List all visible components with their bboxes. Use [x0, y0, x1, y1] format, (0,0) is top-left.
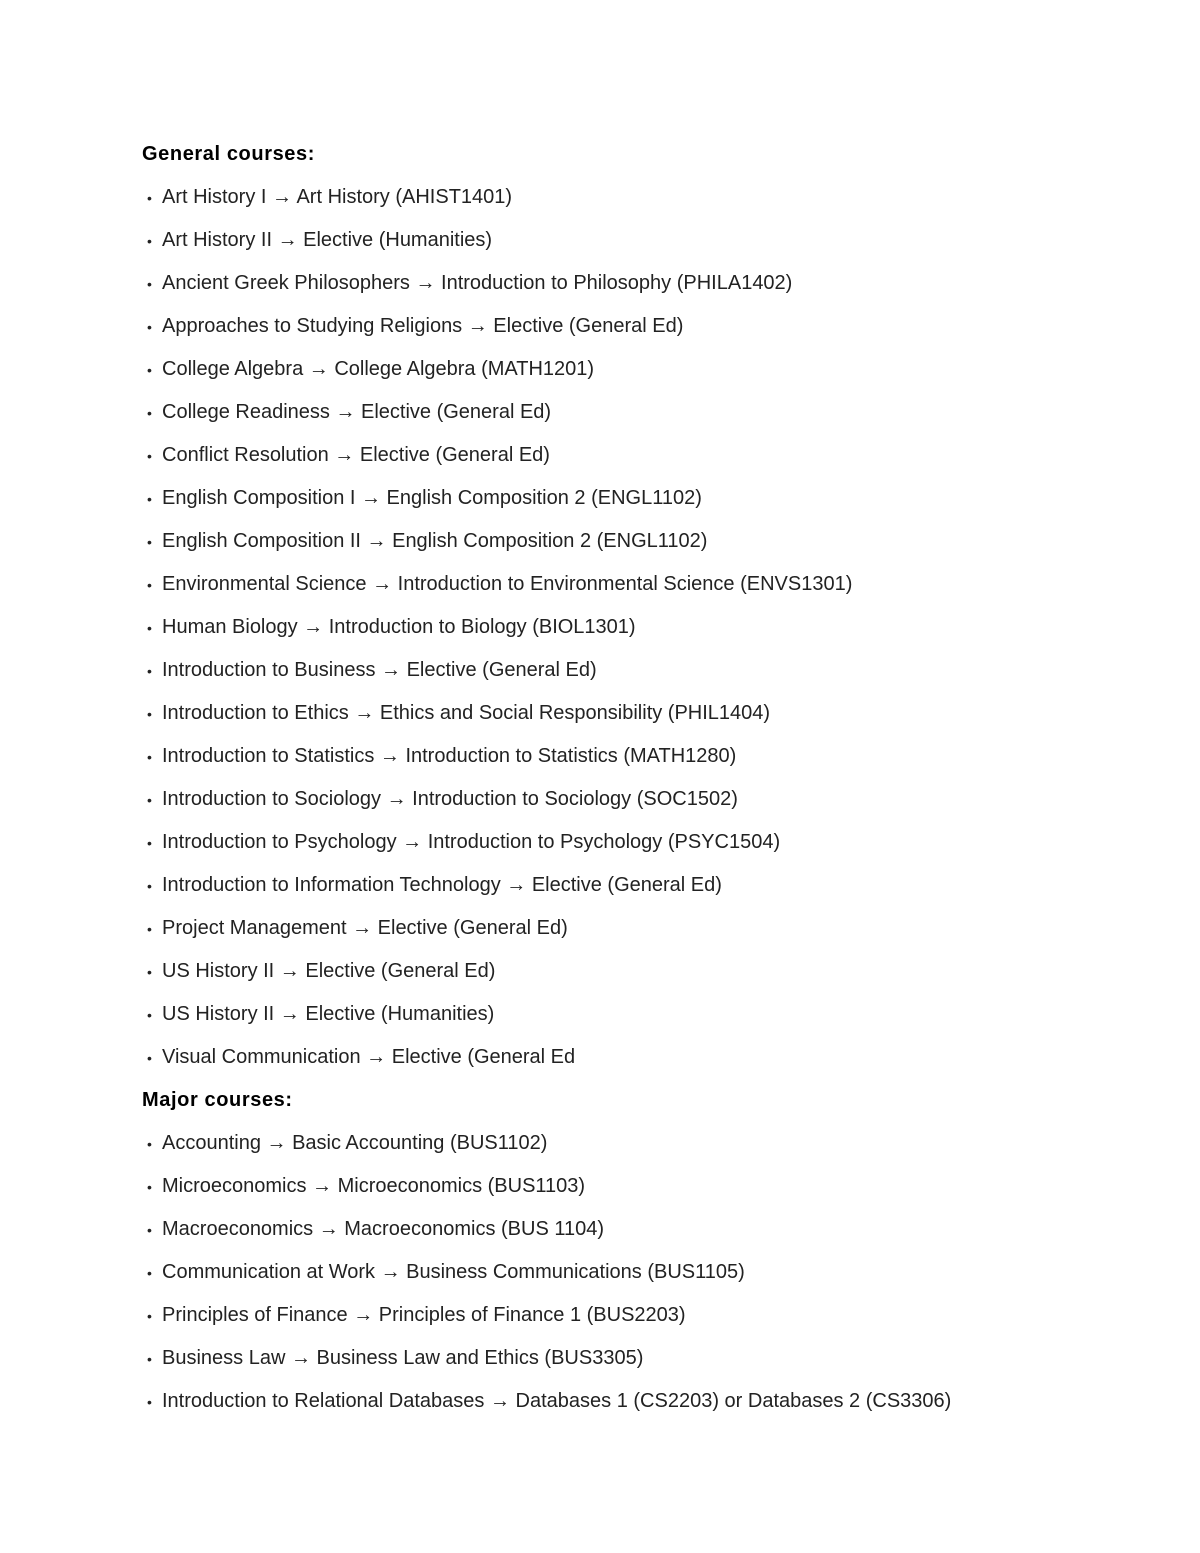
major-courses-list	[142, 1127, 1142, 1417]
bullet-icon: •	[147, 792, 152, 808]
course-mapping-text: US History II → Elective (Humanities)	[162, 1003, 495, 1025]
bullet-icon: •	[147, 448, 152, 464]
bullet-icon: •	[147, 964, 152, 980]
list-item	[142, 1041, 1142, 1073]
bullet-icon: •	[147, 921, 152, 937]
list-item	[142, 224, 1142, 256]
course-mapping-text: Introduction to Relational Databases → Databases 1 (CS2203) or Databases 2 (CS3306)	[162, 1390, 952, 1412]
list-item	[142, 482, 1142, 514]
bullet-icon: •	[147, 534, 152, 550]
bullet-icon: •	[147, 190, 152, 206]
list-item	[142, 826, 1142, 858]
course-mapping-text: Art History I → Art History (AHIST1401)	[162, 186, 513, 208]
bullet-icon: •	[147, 1179, 152, 1195]
list-item	[142, 396, 1142, 428]
bullet-icon: •	[147, 577, 152, 593]
list-item	[142, 869, 1142, 901]
course-mapping-text: Introduction to Information Technology → Elective (General Ed)	[162, 874, 722, 896]
course-mapping-text: English Composition I → English Composition 2 (ENGL1102)	[162, 487, 702, 509]
bullet-icon: •	[147, 233, 152, 249]
course-mapping-text: Microeconomics → Microeconomics (BUS1103)	[162, 1175, 586, 1197]
bullet-icon: •	[147, 1050, 152, 1066]
course-mapping-text: Approaches to Studying Religions → Elective (General Ed)	[162, 315, 684, 337]
list-item	[142, 955, 1142, 987]
bullet-icon: •	[147, 749, 152, 765]
course-mapping-text: Art History II → Elective (Humanities)	[162, 229, 493, 251]
bullet-icon: •	[147, 319, 152, 335]
list-item	[142, 1256, 1142, 1288]
list-item	[142, 912, 1142, 944]
list-item	[142, 1170, 1142, 1202]
course-mapping-text: Introduction to Statistics → Introduction to Statistics (MATH1280)	[162, 745, 737, 767]
bullet-icon: •	[147, 1007, 152, 1023]
list-item	[142, 1342, 1142, 1374]
course-mapping-text: Macroeconomics → Macroeconomics (BUS 1104)	[162, 1218, 605, 1240]
bullet-icon: •	[147, 491, 152, 507]
list-item	[142, 1213, 1142, 1245]
course-mapping-text: Visual Communication → Elective (General Ed	[162, 1046, 576, 1068]
course-mapping-text: Communication at Work → Business Communications (BUS1105)	[162, 1261, 745, 1283]
major-courses-heading: Major courses:	[142, 1089, 293, 1111]
list-item	[142, 1299, 1142, 1331]
course-mapping-text: Project Management → Elective (General Ed)	[162, 917, 568, 939]
bullet-icon: •	[147, 1394, 152, 1410]
list-item	[142, 1127, 1142, 1159]
document-content	[142, 138, 1142, 1428]
bullet-icon: •	[147, 620, 152, 636]
bullet-icon: •	[147, 1308, 152, 1324]
general-courses-section	[142, 138, 1142, 1073]
list-item	[142, 310, 1142, 342]
bullet-icon: •	[147, 878, 152, 894]
course-mapping-text: Principles of Finance → Principles of Finance 1 (BUS2203)	[162, 1304, 686, 1326]
course-mapping-text: Human Biology → Introduction to Biology (BIOL1301)	[162, 616, 636, 638]
course-mapping-text: Introduction to Ethics → Ethics and Social Responsibility (PHIL1404)	[162, 702, 771, 724]
list-item	[142, 1385, 1142, 1417]
list-item	[142, 439, 1142, 471]
list-item	[142, 998, 1142, 1030]
course-mapping-text: Environmental Science → Introduction to Environmental Science (ENVS1301)	[162, 573, 853, 595]
list-item	[142, 353, 1142, 385]
bullet-icon: •	[147, 1265, 152, 1281]
course-mapping-text: Ancient Greek Philosophers → Introduction to Philosophy (PHILA1402)	[162, 272, 793, 294]
bullet-icon: •	[147, 835, 152, 851]
course-mapping-text: Accounting → Basic Accounting (BUS1102)	[162, 1132, 548, 1154]
list-item	[142, 783, 1142, 815]
course-mapping-text: College Algebra → College Algebra (MATH1201)	[162, 358, 595, 380]
bullet-icon: •	[147, 405, 152, 421]
bullet-icon: •	[147, 706, 152, 722]
general-courses-list	[142, 181, 1142, 1073]
bullet-icon: •	[147, 1222, 152, 1238]
list-item	[142, 568, 1142, 600]
course-mapping-text: Introduction to Sociology → Introduction to Sociology (SOC1502)	[162, 788, 738, 810]
bullet-icon: •	[147, 276, 152, 292]
course-mapping-text: College Readiness → Elective (General Ed)	[162, 401, 552, 423]
list-item	[142, 740, 1142, 772]
major-courses-section	[142, 1084, 1142, 1417]
general-courses-heading: General courses:	[142, 143, 316, 165]
course-mapping-text: English Composition II → English Composition 2 (ENGL1102)	[162, 530, 708, 552]
course-mapping-text: Introduction to Business → Elective (General Ed)	[162, 659, 597, 681]
list-item	[142, 697, 1142, 729]
list-item	[142, 267, 1142, 299]
course-mapping-text: Conflict Resolution → Elective (General Ed)	[162, 444, 550, 466]
list-item	[142, 654, 1142, 686]
bullet-icon: •	[147, 1351, 152, 1367]
bullet-icon: •	[147, 663, 152, 679]
course-mapping-text: Business Law → Business Law and Ethics (BUS3305)	[162, 1347, 644, 1369]
list-item	[142, 181, 1142, 213]
course-mapping-text: US History II → Elective (General Ed)	[162, 960, 496, 982]
bullet-icon: •	[147, 1136, 152, 1152]
bullet-icon: •	[147, 362, 152, 378]
list-item	[142, 611, 1142, 643]
course-mapping-text: Introduction to Psychology → Introduction to Psychology (PSYC1504)	[162, 831, 781, 853]
list-item	[142, 525, 1142, 557]
